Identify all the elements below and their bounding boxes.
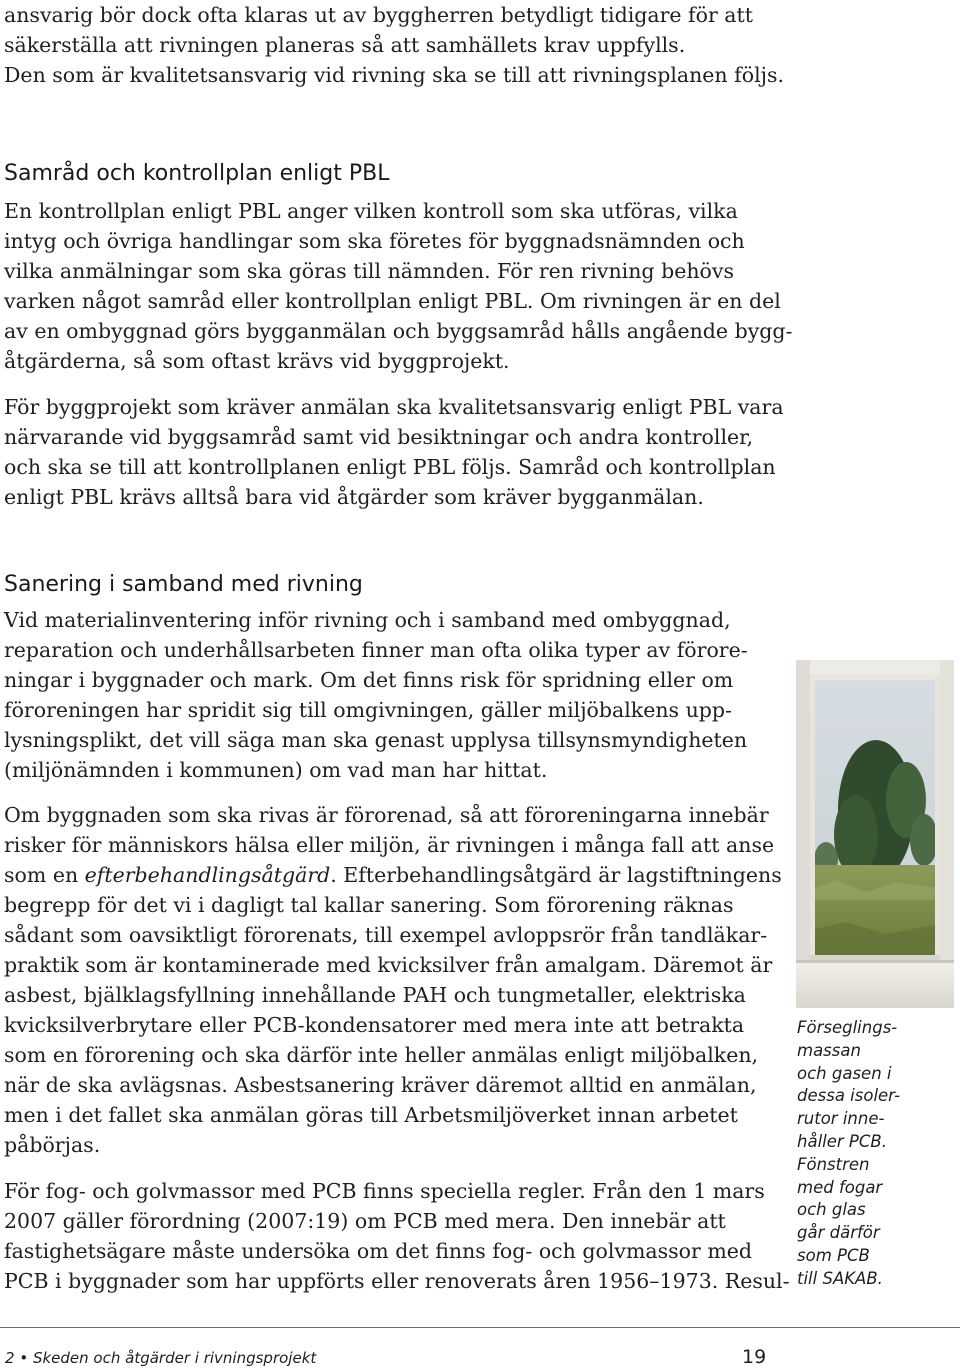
text-line: För byggprojekt som kräver anmälan ska kvalitetsansvarig enligt PBL vara: [4, 395, 784, 419]
text-line: sådant som oavsiktligt förorenats, till exempel avloppsrör från tandläkar-: [4, 923, 768, 947]
caption-line: går därför: [797, 1223, 880, 1243]
caption-line: som PCB: [797, 1245, 870, 1265]
bullet-separator: •: [19, 1349, 29, 1367]
text-line: som en förorening och ska därför inte heller anmälas enligt miljöbalken,: [4, 1043, 759, 1067]
window-photo: [796, 660, 954, 1008]
text-line: när de ska avlägsnas. Asbestsanering kräver däremot alltid en anmälan,: [4, 1073, 757, 1097]
text-line: säkerställa att rivningen planeras så att samhällets krav uppfylls.: [4, 33, 686, 57]
text-line: praktik som är kontaminerade med kvicksilver från amalgam. Däremot är: [4, 953, 773, 977]
footer-rule: [0, 1327, 960, 1328]
text-line: reparation och underhållsarbeten finner man ofta olika typer av förore-: [4, 638, 748, 662]
text-line: påbörjas.: [4, 1133, 101, 1157]
text-line: närvarande vid byggsamråd samt vid besiktningar och andra kontroller,: [4, 425, 754, 449]
text-line: intyg och övriga handlingar som ska företes för byggnadsnämnden och: [4, 229, 745, 253]
caption-line: och glas: [797, 1200, 866, 1220]
text-line: men i det fallet ska anmälan göras till Arbetsmiljöverket innan arbetet: [4, 1103, 738, 1127]
window-illustration: [796, 660, 954, 1008]
caption-line: Förseglings-: [797, 1018, 898, 1037]
page-number: 19: [742, 1346, 767, 1368]
text-line: enligt PBL krävs alltså bara vid åtgärder som kräver bygganmälan.: [4, 485, 704, 509]
section-heading-sanering: Sanering i samband med rivning: [4, 572, 363, 597]
pbl-paragraph-1: [4, 196, 792, 376]
text-line: vilka anmälningar som ska göras till nämnden. För ren rivning behövs: [4, 259, 734, 283]
caption-line: rutor inne-: [797, 1109, 885, 1129]
intro-paragraph: [4, 0, 784, 90]
text-line: varken något samråd eller kontrollplan enligt PBL. Om rivningen är en del: [4, 289, 781, 313]
caption-line: Fönstren: [797, 1154, 870, 1174]
text-line: som en efterbehandlingsåtgärd. Efterbehandlingsåtgärd är lagstiftningens: [4, 863, 782, 887]
text-line: Vid materialinventering inför rivning och i samband med ombyggnad,: [4, 608, 731, 632]
text-line: För fog- och golvmassor med PCB finns speciella regler. Från den 1 mars: [4, 1179, 765, 1203]
text-line: och ska se till att kontrollplanen enligt PBL följs. Samråd och kontrollplan: [4, 455, 776, 479]
text-line: ansvarig bör dock ofta klaras ut av byggherren betydligt tidigare för att: [4, 3, 753, 27]
caption-line: med fogar: [797, 1177, 883, 1197]
text-line: 2007 gäller förordning (2007:19) om PCB med mera. Den innebär att: [4, 1209, 726, 1233]
text-line: av en ombyggnad görs bygganmälan och byggsamråd hålls angående bygg-: [4, 319, 793, 343]
text-line: asbest, bjälklagsfyllning innehållande PAH och tungmetaller, elektriska: [4, 983, 746, 1007]
caption-line: håller PCB.: [797, 1131, 887, 1151]
caption-line: massan: [797, 1040, 861, 1060]
sanering-paragraph-3: [4, 1176, 790, 1296]
emphasized-term: efterbehandlingsåtgärd: [84, 863, 331, 887]
text-line: (miljönämnden i kommunen) om vad man har hittat.: [4, 758, 548, 782]
footer-chapter: [5, 1348, 316, 1368]
chapter-number: 2: [5, 1349, 15, 1367]
section-heading-pbl: Samråd och kontrollplan enligt PBL: [4, 161, 390, 186]
sanering-paragraph-2: [4, 800, 782, 1160]
text-line: Den som är kvalitetsansvarig vid rivning ska se till att rivningsplanen följs.: [4, 63, 785, 87]
text-line: kvicksilverbrytare eller PCB-kondensatorer med mera inte att betrakta: [4, 1013, 745, 1037]
text-line: åtgärderna, så som oftast krävs vid byggprojekt.: [4, 349, 510, 373]
caption-line: och gasen i: [797, 1063, 892, 1083]
sanering-paragraph-1: [4, 605, 748, 785]
text-line: risker för människors hälsa eller miljön, är rivningen i många fall att anse: [4, 833, 775, 857]
text-line: fastighetsägare måste undersöka om det finns fog- och golvmassor med: [4, 1239, 753, 1263]
text-line: föroreningen har spridit sig till omgivningen, gäller miljöbalkens upp-: [4, 698, 732, 722]
text-line: Om byggnaden som ska rivas är förorenad, så att föroreningarna innebär: [4, 803, 769, 827]
text-line: PCB i byggnader som har uppförts eller renoverats åren 1956–1973. Resul-: [4, 1269, 790, 1293]
caption-line: dessa isoler-: [797, 1086, 901, 1106]
chapter-title: Skeden och åtgärder i rivningsprojekt: [32, 1349, 317, 1367]
text-line: begrepp för det vi i dagligt tal kallar sanering. Som förorening räknas: [4, 893, 734, 917]
text-line: En kontrollplan enligt PBL anger vilken kontroll som ska utföras, vilka: [4, 199, 738, 223]
figure-caption: [797, 1017, 947, 1291]
pbl-paragraph-2: [4, 392, 784, 512]
text-line: lysningsplikt, det vill säga man ska genast upplysa tillsynsmyndigheten: [4, 728, 748, 752]
caption-line: till SAKAB.: [797, 1268, 883, 1288]
text-line: ningar i byggnader och mark. Om det finns risk för spridning eller om: [4, 668, 734, 692]
